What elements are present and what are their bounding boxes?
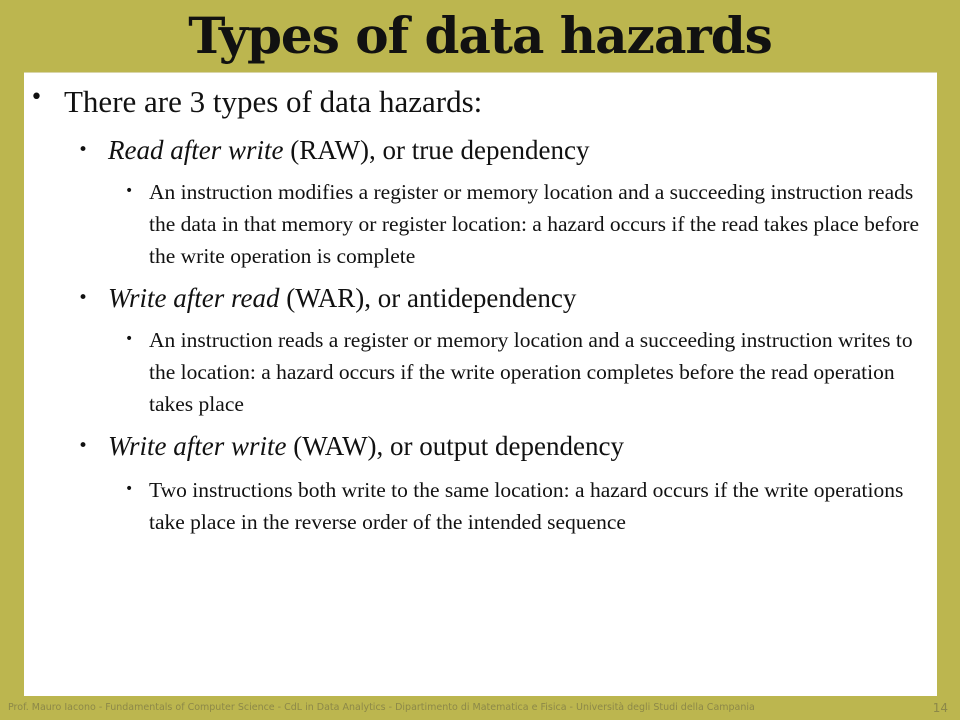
bullet-icon: • (125, 331, 134, 347)
content-panel (24, 72, 937, 696)
hazard-war-label: (WAR), or antidependency (279, 283, 577, 313)
bullet-icon: • (78, 288, 89, 308)
slide-title: Types of data hazards (188, 6, 772, 65)
bullet-icon: • (78, 140, 89, 160)
hazard-raw-heading (108, 134, 589, 166)
panel-divider (24, 72, 937, 73)
bullet-icon: • (125, 481, 134, 497)
footer-credit: Prof. Mauro Iacono - Fundamentals of Computer Science - CdL in Data Analytics - Dipartimento di Matematica e Fisica - Università degli Studi della Campania (8, 702, 755, 713)
hazard-raw-label: (RAW), or true dependency (283, 135, 590, 165)
hazard-waw-term: Write after write (108, 431, 287, 461)
bullet-icon: • (78, 436, 89, 456)
hazard-raw-description: An instruction modifies a register or memory location and a succeeding instruction reads the data in that memory or register location: a hazard occurs if the read takes place before the write operation is complete (149, 180, 920, 268)
hazard-waw-heading (108, 430, 624, 462)
hazard-war-description: An instruction reads a register or memory location and a succeeding instruction writes to the location: a hazard occurs if the write operation completes before the read operation takes place (149, 328, 913, 416)
bullet-icon: • (125, 183, 134, 199)
page-number: 14 (932, 701, 948, 715)
hazard-waw-description: Two instructions both write to the same location: a hazard occurs if the write operations take place in the reverse order of the intended sequence (149, 478, 904, 534)
hazard-raw-term: Read after write (108, 135, 284, 165)
intro-text: There are 3 types of data hazards: (64, 84, 483, 119)
bullet-icon: • (30, 85, 43, 110)
hazard-war-heading (108, 282, 576, 314)
hazard-war-term: Write after read (108, 283, 280, 313)
hazard-waw-label: (WAW), or output dependency (286, 431, 624, 461)
